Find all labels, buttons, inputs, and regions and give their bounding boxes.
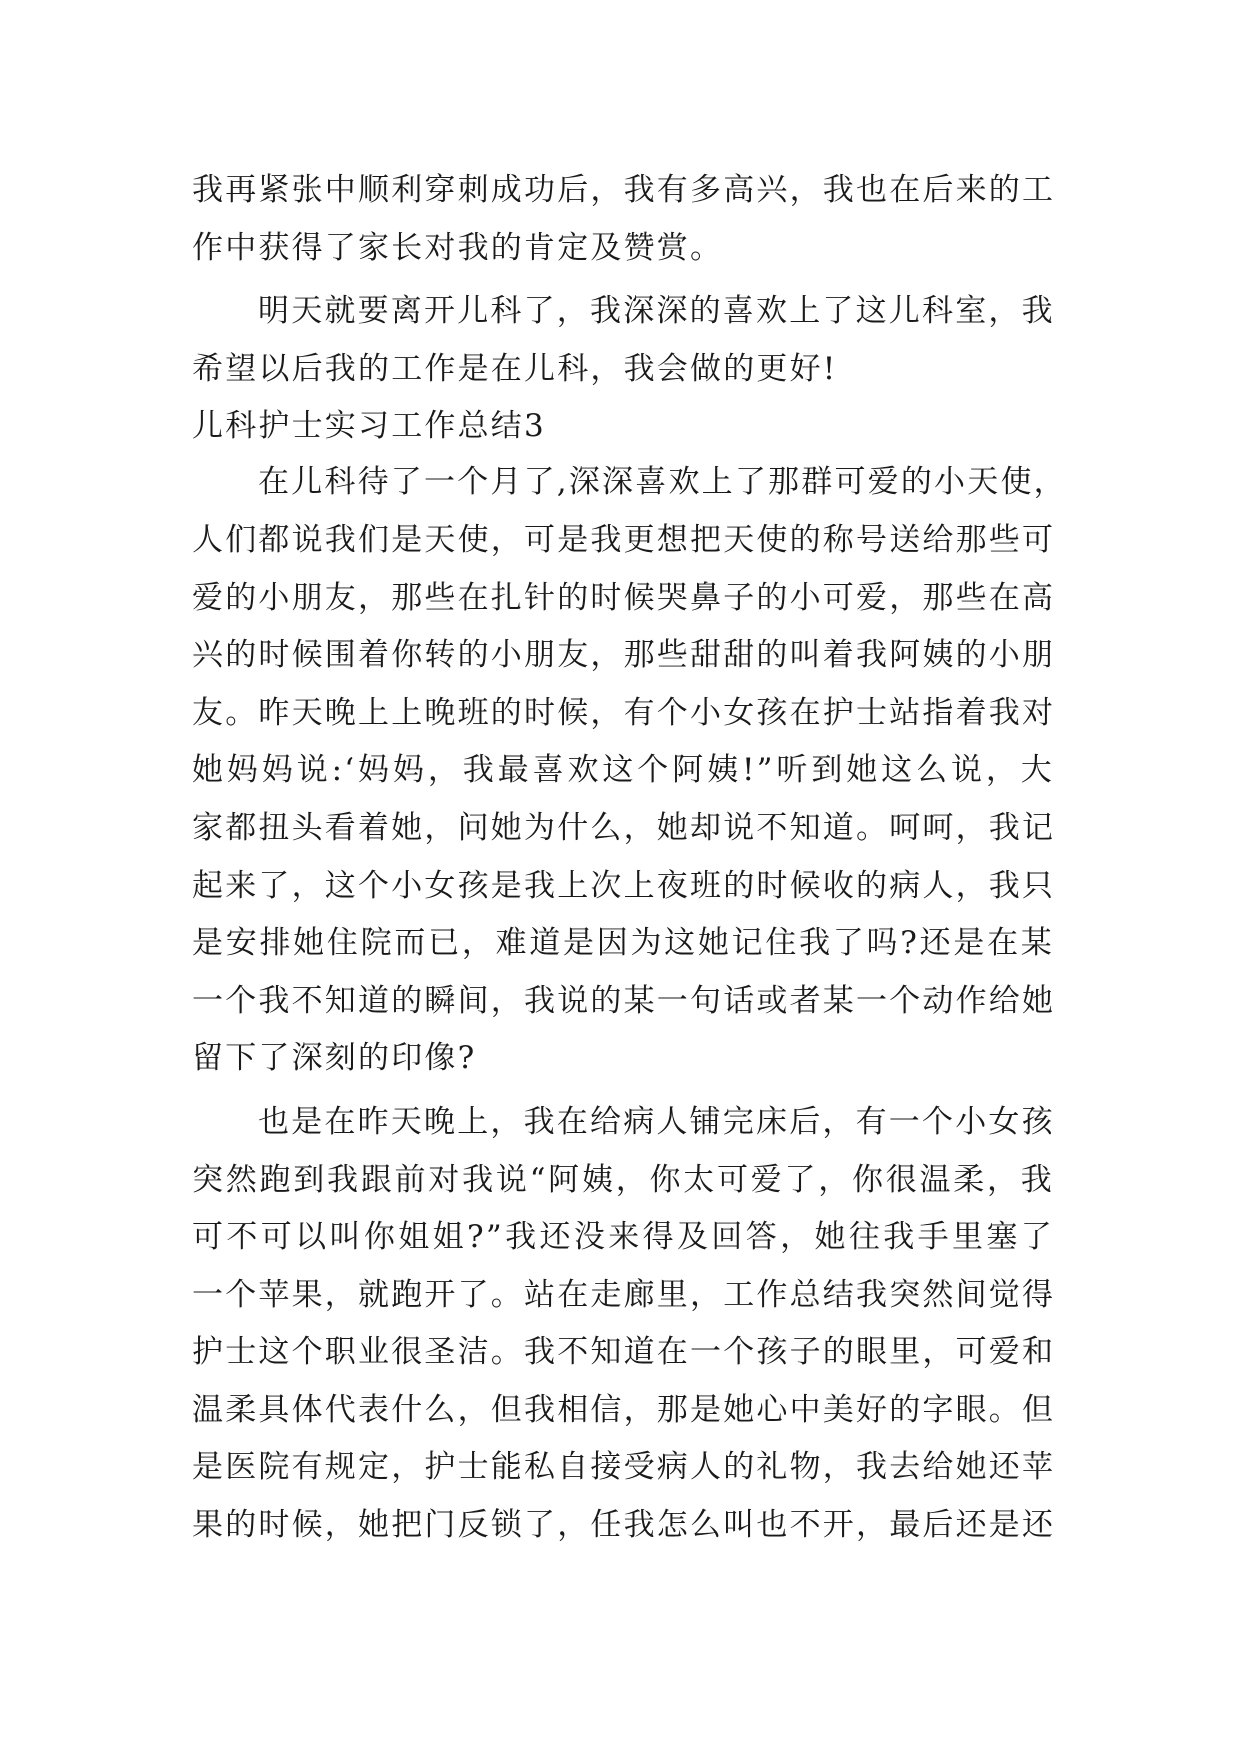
text-line: 起来了，这个小女孩是我上次上夜班的时候收的病人，我只 (192, 867, 1056, 904)
text-line: 我再紧张中顺利穿刺成功后，我有多高兴，我也在后来的工 (192, 172, 1056, 208)
text-line: 家都扭头看着她，问她为什么，她却说不知道。呵呵，我记 (192, 809, 1056, 846)
text-line: 可不可以叫你姐姐?”我还没来得及回答，她往我手里塞了 (192, 1219, 1054, 1256)
text-line: 是医院有规定，护士能私自接受病人的礼物，我去给她还苹 (192, 1449, 1056, 1486)
document-body (192, 162, 1067, 1555)
text-line: 留下了深刻的印像? (192, 1040, 477, 1077)
paragraph-1 (192, 454, 1067, 1088)
text-line: 友。昨天晚上上晚班的时候，有个小女孩在护士站指着我对 (192, 694, 1056, 731)
paragraph-closing (192, 283, 1054, 398)
section-heading: 儿科护士实习工作总结3 (192, 408, 546, 445)
text-line: 她妈妈说:‘妈妈，我最喜欢这个阿姨!”听到她这么说，大 (192, 752, 1054, 789)
text-line: 护士这个职业很圣洁。我不知道在一个孩子的眼里，可爱和 (192, 1334, 1056, 1371)
text-line: 人们都说我们是天使，可是我更想把天使的称号送给那些可 (192, 521, 1056, 558)
text-line: 希望以后我的工作是在儿科，我会做的更好! (192, 350, 838, 387)
paragraph-2 (192, 1094, 1054, 1555)
text-line: 爱的小朋友，那些在扎针的时候哭鼻子的小可爱，那些在高 (192, 579, 1056, 616)
paragraph-continued (192, 162, 1054, 277)
text-line: 作中获得了家长对我的肯定及赞赏。 (192, 229, 724, 266)
text-line: 突然跑到我跟前对我说“阿姨，你太可爱了，你很温柔，我 (192, 1161, 1054, 1198)
text-line: 一个我不知道的瞬间，我说的某一句话或者某一个动作给她 (192, 982, 1056, 1019)
text-line: 在儿科待了一个月了,深深喜欢上了那群可爱的小天使， (258, 464, 1067, 501)
text-line: 温柔具体代表什么，但我相信，那是她心中美好的字眼。但 (192, 1391, 1056, 1428)
text-line: 也是在昨天晚上，我在给病人铺完床后，有一个小女孩 (258, 1103, 1055, 1140)
text-line: 一个苹果，就跑开了。站在走廊里，工作总结我突然间觉得 (192, 1276, 1056, 1313)
text-line: 明天就要离开儿科了，我深深的喜欢上了这儿科室，我 (258, 293, 1055, 330)
text-line: 果的时候，她把门反锁了，任我怎么叫也不开，最后还是还 (192, 1507, 1056, 1544)
text-line: 兴的时候围着你转的小朋友，那些甜甜的叫着我阿姨的小朋 (192, 637, 1056, 674)
text-line: 是安排她住院而已，难道是因为这她记住我了吗?还是在某 (192, 925, 1054, 962)
